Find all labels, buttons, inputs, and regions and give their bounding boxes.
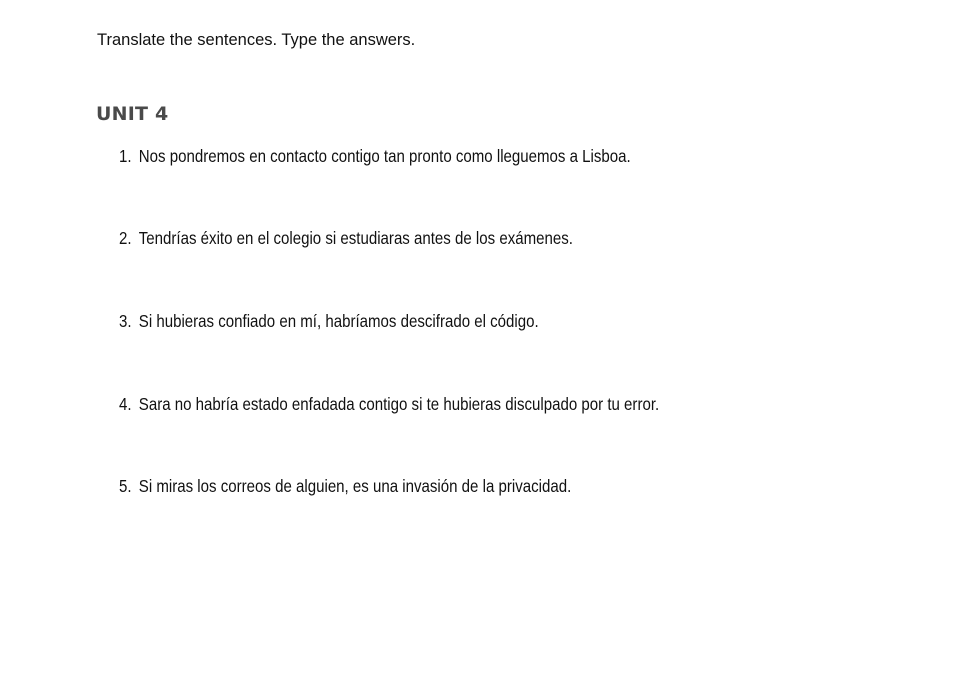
sentence-text: Nos pondremos en contacto contigo tan pronto como lleguemos a Lisboa. (138, 146, 631, 166)
sentence-text: Sara no habría estado enfadada contigo si te hubieras disculpado por tu error. (138, 394, 660, 414)
sentence-item (119, 393, 659, 415)
unit-title: UNIT 4 (96, 103, 169, 125)
item-number: 4. (119, 394, 132, 414)
sentence-item (119, 310, 539, 332)
sentence-item (119, 227, 573, 249)
sentence-item (119, 475, 571, 497)
sentence-text: Tendrías éxito en el colegio si estudiaras antes de los exámenes. (138, 228, 573, 248)
sentence-text: Si miras los correos de alguien, es una invasión de la privacidad. (138, 476, 572, 496)
item-number: 3. (119, 311, 132, 331)
sentence-text: Si hubieras confiado en mí, habríamos descifrado el código. (138, 311, 539, 331)
instruction-text: Translate the sentences. Type the answers. (97, 31, 416, 49)
item-number: 2. (119, 228, 132, 248)
sentence-item (119, 145, 631, 167)
item-number: 5. (119, 476, 132, 496)
item-number: 1. (119, 146, 132, 166)
